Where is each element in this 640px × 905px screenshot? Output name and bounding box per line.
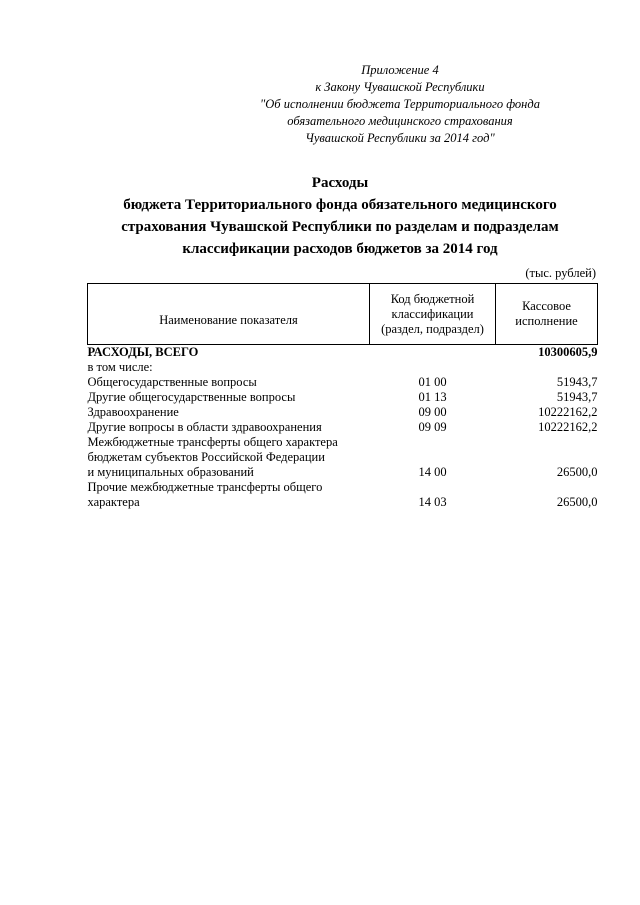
appendix-note: [200, 62, 600, 147]
row-amount: 10222162,2: [538, 420, 598, 434]
row-name: Общегосударственные вопросы: [87, 375, 257, 389]
row-amount: 26500,0: [556, 495, 598, 509]
header-amount: Кассовое исполнение: [496, 284, 598, 345]
table-row: [88, 435, 598, 480]
row-code: 09 09: [418, 420, 447, 434]
header-name: Наименование показателя: [88, 284, 370, 345]
table-row: [88, 390, 598, 405]
title-line-4: классификации расходов бюджетов за 2014 год: [182, 241, 498, 257]
table-row: [88, 480, 598, 510]
appendix-law: к Закону Чувашской Республики: [315, 80, 485, 94]
table-row: [88, 405, 598, 420]
row-amount: 51943,7: [556, 375, 598, 389]
total-name: РАСХОДЫ, ВСЕГО: [88, 345, 370, 361]
title-line-2: бюджета Территориального фонда обязательного медицинского: [123, 197, 557, 213]
row-code: 09 00: [418, 405, 447, 419]
title-line-1: Расходы: [311, 175, 369, 191]
row-name: Межбюджетные трансферты общего характера бюджетам субъектов Российской Федерации и муниципальных образований: [87, 435, 338, 479]
row-amount: 10222162,2: [538, 405, 598, 419]
table-row: [88, 375, 598, 390]
row-code: 01 13: [418, 390, 447, 404]
table-row-total: [88, 345, 598, 361]
row-amount: 26500,0: [556, 465, 598, 479]
appendix-law-title-3: Чувашской Республики за 2014 год": [305, 131, 495, 145]
total-amount: 10300605,9: [496, 345, 598, 361]
total-code: [370, 345, 496, 361]
header-code: Код бюджетной классификации (раздел, подраздел): [370, 284, 496, 345]
unit-label: (тыс. рублей): [525, 266, 596, 280]
appendix-number: Приложение 4: [361, 63, 439, 77]
row-code: 14 00: [418, 465, 447, 479]
row-code: 01 00: [418, 375, 447, 389]
expenditure-table: [87, 283, 598, 510]
row-name: Другие вопросы в области здравоохранения: [87, 420, 322, 434]
row-name: Прочие межбюджетные трансферты общего характера: [87, 480, 323, 509]
table-row-including: [88, 360, 598, 375]
row-amount: 51943,7: [556, 390, 598, 404]
appendix-law-title-2: обязательного медицинского страхования: [287, 114, 513, 128]
row-name: Здравоохранение: [87, 405, 179, 419]
document-title: [80, 172, 600, 260]
table-row: [88, 420, 598, 435]
table-header-row: [88, 284, 598, 345]
appendix-law-title-1: "Об исполнении бюджета Территориального фонда: [260, 97, 540, 111]
row-code: 14 03: [418, 495, 447, 509]
row-name: Другие общегосударственные вопросы: [87, 390, 296, 404]
title-line-3: страхования Чувашской Республики по разделам и подразделам: [121, 219, 559, 235]
including-label: в том числе:: [87, 360, 153, 374]
